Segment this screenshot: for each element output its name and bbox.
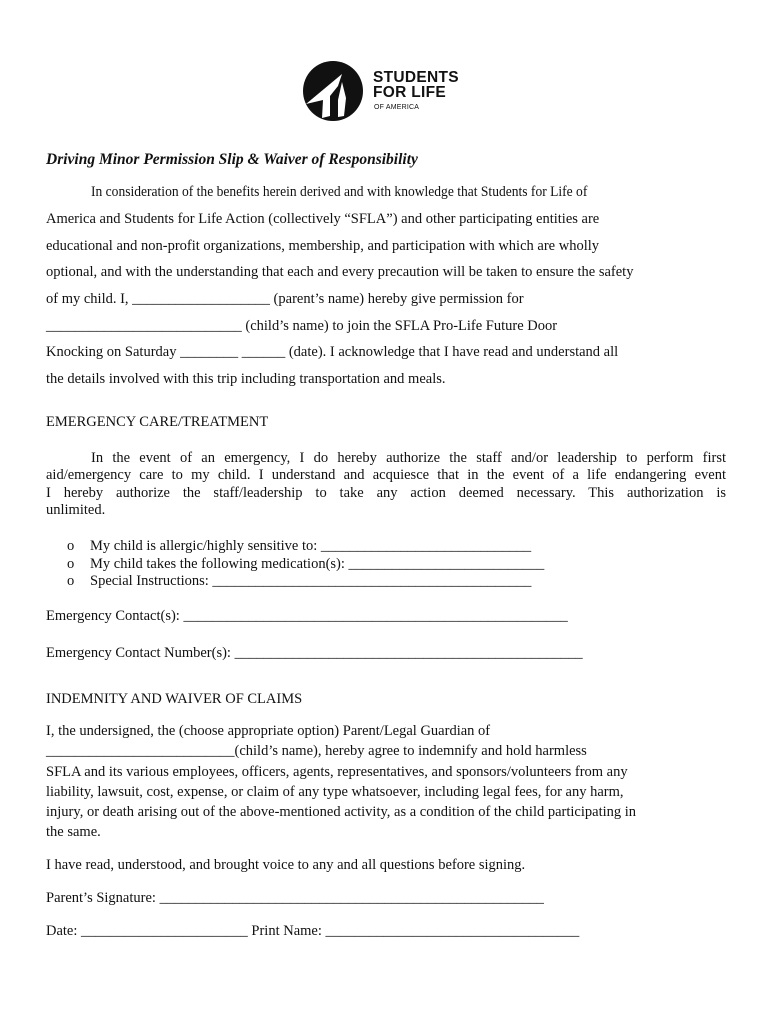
students-for-life-logo: [302, 58, 482, 124]
date-print-name-field: Date: _______________________ Print Name: ___________________________________: [46, 923, 580, 939]
bullet-mark: o: [67, 556, 75, 572]
intro-line-4: optional, and with the understanding that each and every precaution will be taken to ensure the safety: [46, 264, 634, 280]
bullet-instructions-text: Special Instructions: ____________________________________________: [90, 573, 532, 589]
indemnity-line-6: the same.: [46, 824, 101, 840]
emergency-contact-field: Emergency Contact(s): _____________________________________________________: [46, 608, 568, 624]
bullet-medications-text: My child takes the following medication(s): ___________________________: [90, 556, 545, 572]
indemnity-line-5: injury, or death arising out of the above-mentioned activity, as a condition of the child participating in: [46, 804, 637, 820]
intro-line-2: America and Students for Life Action (collectively “SFLA”) and other participating entities are: [46, 211, 600, 227]
indemnity-line-4: liability, lawsuit, cost, expense, or claim of any type whatsoever, including legal fees, for any harm,: [46, 784, 624, 800]
bullet-instructions: [67, 573, 531, 590]
logo-line-1: STUDENTS: [373, 69, 459, 86]
emergency-line-2: aid/emergency care to my child. I understand and acquiesce that in the event of a life endangering event: [46, 467, 726, 483]
indemnity-line-3: SFLA and its various employees, officers, agents, representatives, and sponsors/volunteers from any: [46, 764, 628, 780]
emergency-line-1: In the event of an emergency, I do hereby authorize the staff and/or leadership to perform first: [91, 450, 726, 466]
acknowledgement-statement: I have read, understood, and brought voice to any and all questions before signing.: [46, 857, 526, 873]
emergency-heading: EMERGENCY CARE/TREATMENT: [46, 414, 269, 430]
intro-line-7: Knocking on Saturday ________ ______ (date). I acknowledge that I have read and understand all: [46, 344, 619, 360]
logo-line-3: OF AMERICA: [374, 104, 420, 111]
bullet-mark: o: [67, 573, 75, 589]
logo-emblem-icon: [302, 60, 364, 122]
parent-signature-field: Parent’s Signature: _____________________________________________________: [46, 890, 544, 906]
emergency-line-4: unlimited.: [46, 502, 106, 518]
bullet-allergies: [67, 538, 531, 555]
indemnity-line-2: __________________________(child’s name), hereby agree to indemnify and hold harmless: [46, 743, 587, 759]
emergency-contact-number-field: Emergency Contact Number(s): ________________________________________________: [46, 645, 583, 661]
bullet-mark: o: [67, 538, 75, 554]
intro-line-6: ___________________________ (child’s name) to join the SFLA Pro-Life Future Door: [46, 318, 558, 334]
bullet-medications: [67, 556, 544, 573]
intro-line-1: In consideration of the benefits herein derived and with knowledge that Students for Life of: [91, 184, 588, 200]
intro-line-5: of my child. I, ___________________ (parent’s name) hereby give permission for: [46, 291, 524, 307]
page-title: Driving Minor Permission Slip & Waiver of Responsibility: [46, 151, 418, 168]
emergency-line-3: I hereby authorize the staff/leadership to take any action deemed necessary. This authorization is: [46, 485, 726, 501]
indemnity-heading: INDEMNITY AND WAIVER OF CLAIMS: [46, 691, 303, 707]
indemnity-line-1: I, the undersigned, the (choose appropriate option) Parent/Legal Guardian of: [46, 723, 491, 739]
intro-line-3: educational and non-profit organizations, membership, and participation with which are wholly: [46, 238, 599, 254]
bullet-allergies-text: My child is allergic/highly sensitive to: _____________________________: [90, 538, 532, 554]
logo-line-2: FOR LIFE: [373, 84, 447, 101]
intro-line-8: the details involved with this trip including transportation and meals.: [46, 371, 446, 387]
